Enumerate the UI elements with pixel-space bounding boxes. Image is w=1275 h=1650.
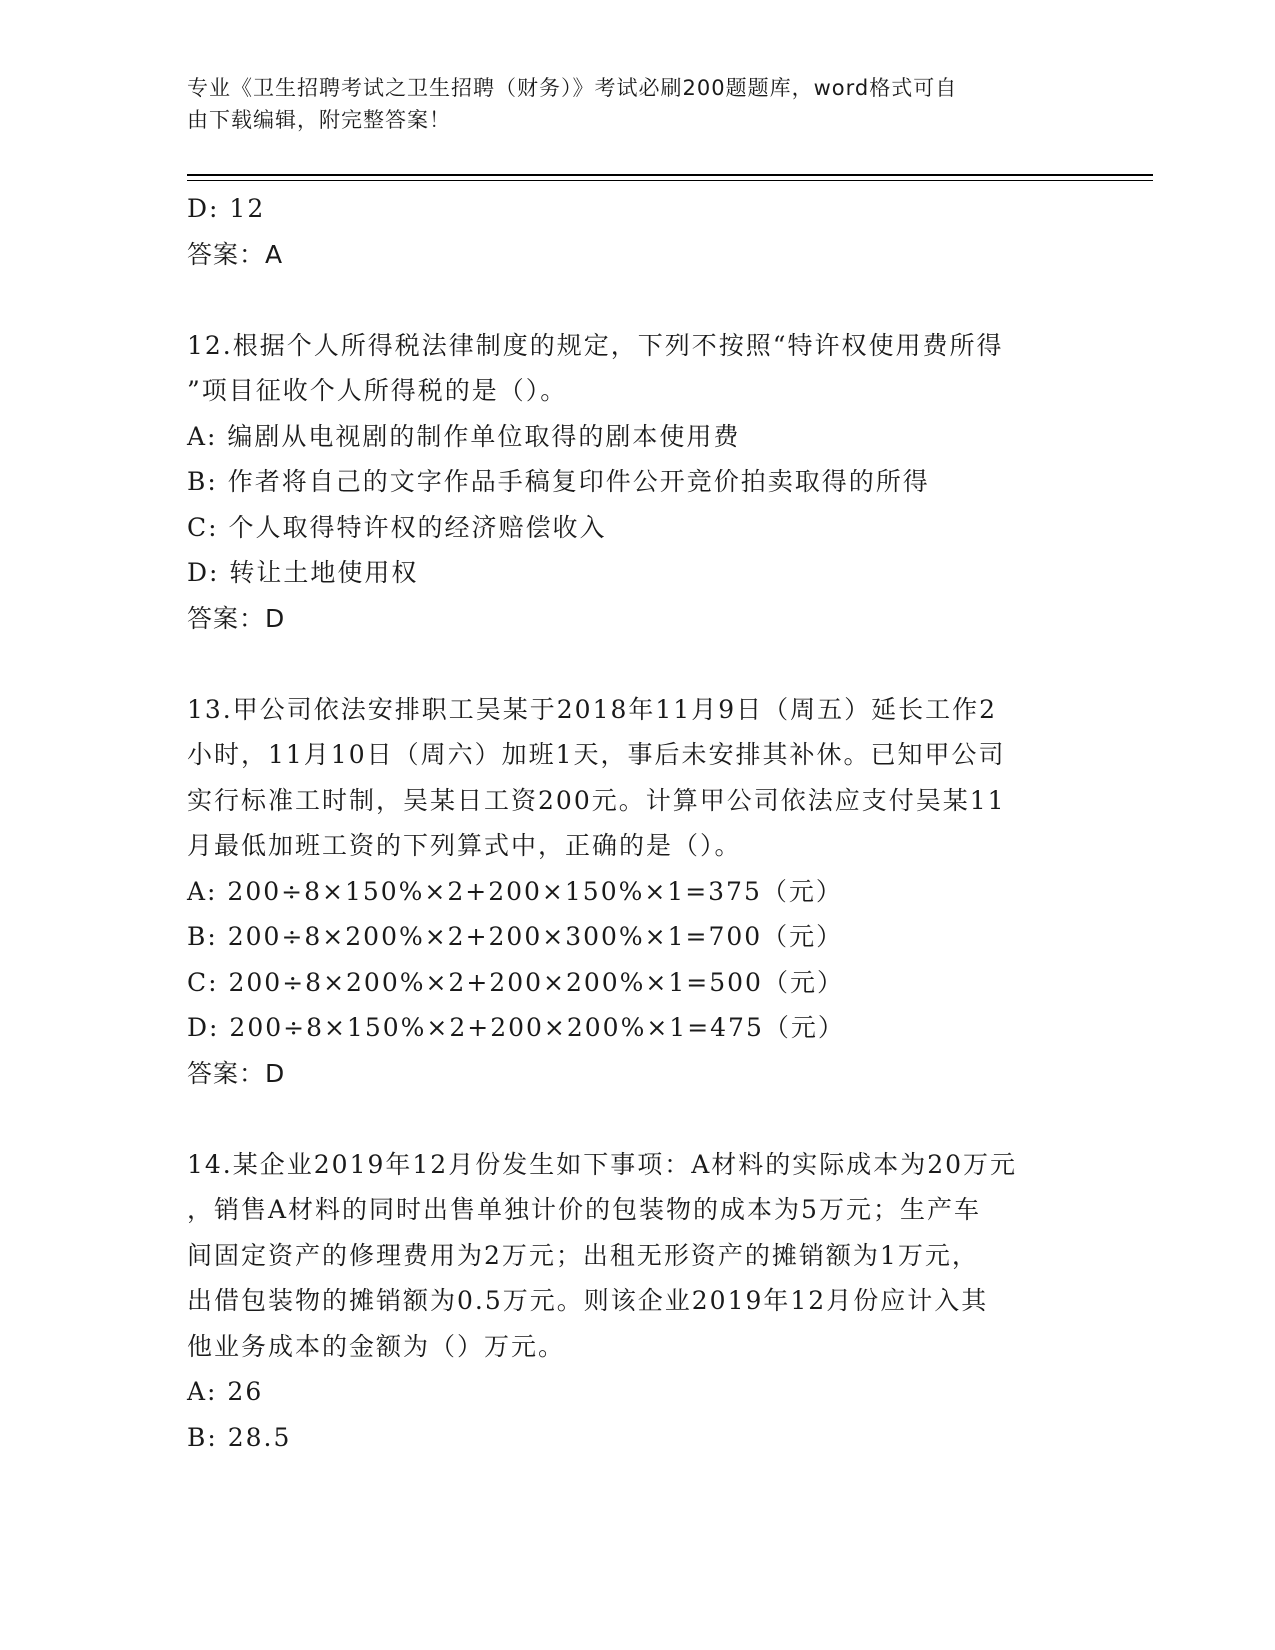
q14-option-a: A: 26 — [187, 1377, 264, 1406]
header-title-line-2: 由下载编辑，附完整答案！ — [187, 108, 451, 132]
header-title-line-1: 专业《卫生招聘考试之卫生招聘（财务）》考试必刷200题题库，word格式可自 — [187, 76, 958, 100]
spacer — [187, 277, 1087, 323]
q12-option-b: B: 作者将自己的文字作品手稿复印件公开竞价拍卖取得的所得 — [187, 467, 930, 496]
q14-stem-line-3: 间固定资产的修理费用为2万元；出租无形资产的摊销额为1万元， — [187, 1240, 979, 1270]
document-body — [187, 186, 1087, 1460]
prev-option-d: D: 12 — [187, 194, 266, 223]
q14-stem-line-4: 出借包装物的摊销额为0.5万元。则该企业2019年12月份应计入其 — [187, 1286, 989, 1315]
q14-stem-line-5: 他业务成本的金额为（）万元。 — [187, 1331, 566, 1361]
header-rule-thick — [187, 174, 1153, 176]
q12-option-a: A: 编剧从电视剧的制作单位取得的剧本使用费 — [187, 421, 741, 451]
spacer — [187, 641, 1087, 687]
page-header — [187, 72, 1067, 136]
q13-option-c: C: 200÷8×200%×2+200×200%×1=500（元） — [187, 967, 844, 997]
q12-option-c: C: 个人取得特许权的经济赔偿收入 — [187, 512, 607, 542]
q13-answer: 答案：D — [187, 1058, 286, 1088]
q13-stem-line-2: 小时，11月10日（周六）加班1天，事后未安排其补休。已知甲公司 — [187, 740, 1006, 769]
q13-option-d: D: 200÷8×150%×2+200×200%×1=475（元） — [187, 1013, 845, 1042]
q13-option-b: B: 200÷8×200%×2+200×300%×1=700（元） — [187, 922, 844, 951]
q14-stem-line-2: ，销售A材料的同时出售单独计价的包装物的成本为5万元；生产车 — [187, 1195, 981, 1224]
prev-answer: 答案：A — [187, 239, 284, 269]
spacer — [187, 1096, 1087, 1142]
q12-stem-line-1: 12.根据个人所得税法律制度的规定，下列不按照“特许权使用费所得 — [187, 330, 1004, 360]
q13-option-a: A: 200÷8×150%×2+200×150%×1=375（元） — [187, 876, 843, 906]
header-rule-thin — [187, 180, 1153, 181]
q12-option-d: D: 转让土地使用权 — [187, 558, 419, 587]
q13-stem-line-3: 实行标准工时制，吴某日工资200元。计算甲公司依法应支付吴某11 — [187, 785, 1006, 815]
q14-stem-line-1: 14.某企业2019年12月份发生如下事项：A材料的实际成本为20万元 — [187, 1149, 1018, 1179]
q12-answer: 答案：D — [187, 603, 286, 633]
q13-stem-line-1: 13.甲公司依法安排职工吴某于2018年11月9日（周五）延长工作2 — [187, 694, 998, 724]
q13-stem-line-4: 月最低加班工资的下列算式中，正确的是（）。 — [187, 831, 742, 860]
q12-stem-line-2: ”项目征收个人所得税的是（）。 — [187, 376, 568, 405]
q14-option-b: B: 28.5 — [187, 1422, 292, 1452]
